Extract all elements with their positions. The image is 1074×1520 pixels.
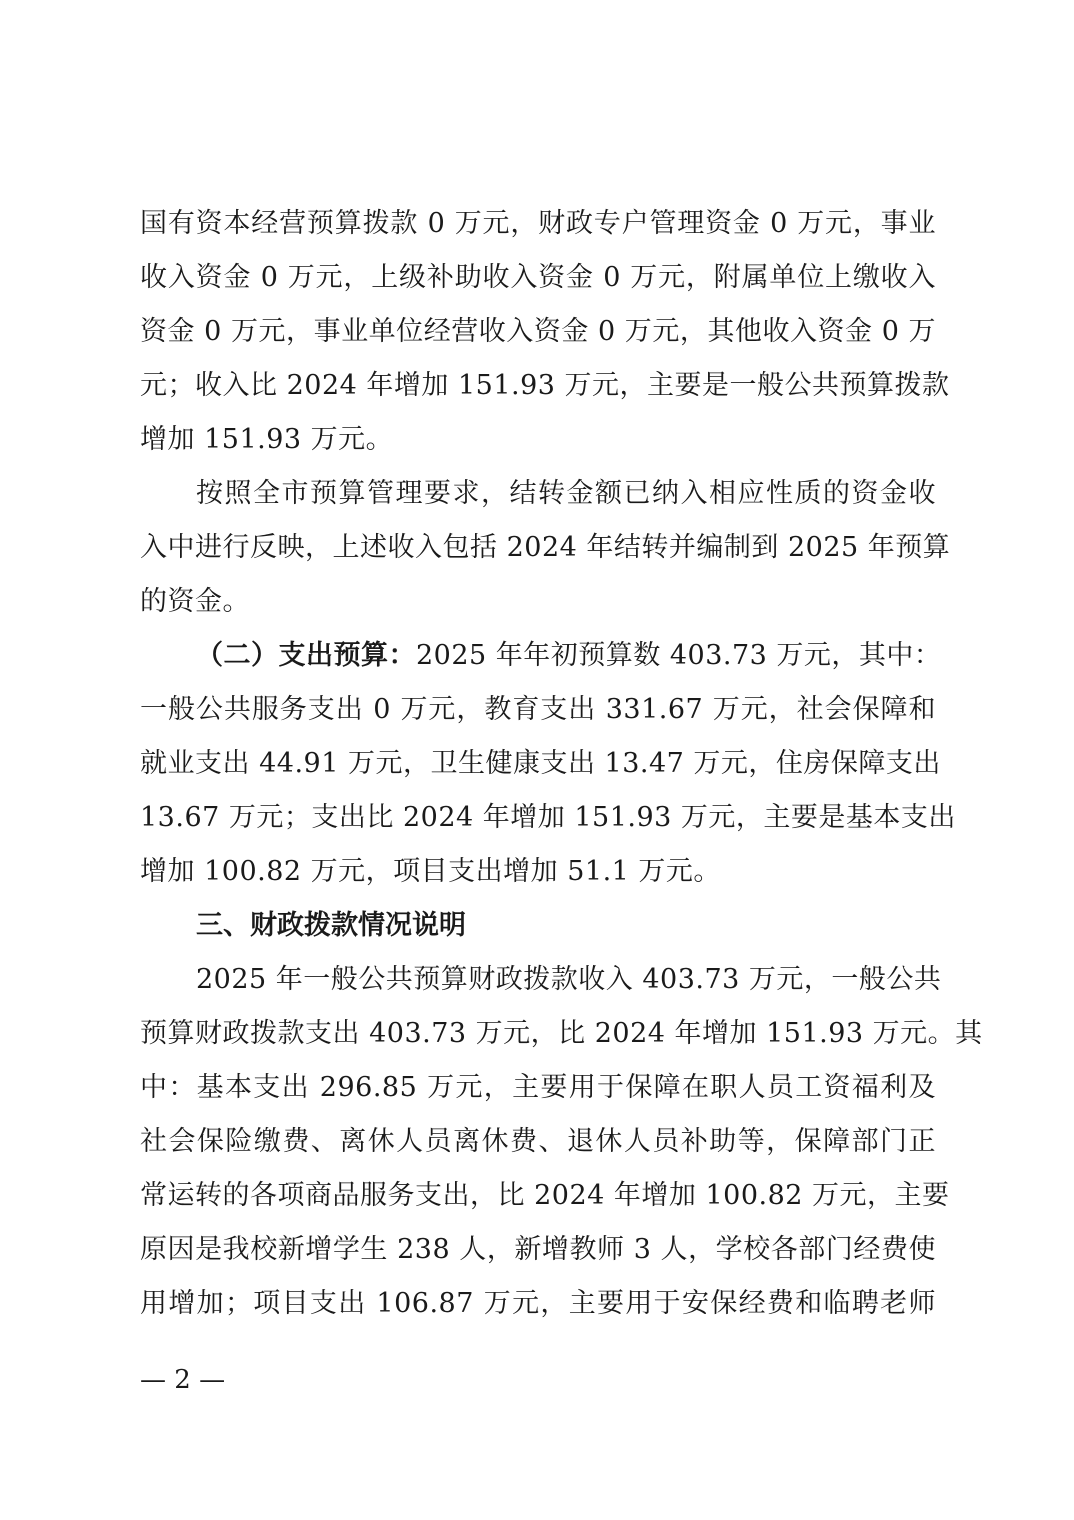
paragraph-line: 国有资本经营预算拨款 0 万元，财政专户管理资金 0 万元，事业: [140, 208, 936, 239]
paragraph-line-with-subheading: [196, 636, 942, 676]
paragraph-line: 用增加；项目支出 106.87 万元，主要用于安保经费和临聘老师: [140, 1288, 936, 1319]
paragraph-line: 按照全市预算管理要求，结转金额已纳入相应性质的资金收: [196, 478, 936, 509]
paragraph-line: 预算财政拨款支出 403.73 万元，比 2024 年增加 151.93 万元。其: [140, 1018, 983, 1049]
subheading-expenditure-budget: （二）支出预算：: [196, 640, 416, 671]
paragraph-line: 2025 年一般公共预算财政拨款收入 403.73 万元，一般公共: [196, 964, 942, 995]
paragraph-line: 元；收入比 2024 年增加 151.93 万元，主要是一般公共预算拨款: [140, 370, 950, 401]
paragraph-line: 常运转的各项商品服务支出，比 2024 年增加 100.82 万元，主要: [140, 1180, 950, 1211]
paragraph-line: 收入资金 0 万元，上级补助收入资金 0 万元，附属单位上缴收入: [140, 262, 936, 293]
paragraph-line: 资金 0 万元，事业单位经营收入资金 0 万元，其他收入资金 0 万: [140, 316, 936, 347]
paragraph-line: 的资金。: [140, 586, 250, 617]
paragraph-line: 原因是我校新增学生 238 人，新增教师 3 人，学校各部门经费使: [140, 1234, 936, 1265]
paragraph-line: 就业支出 44.91 万元，卫生健康支出 13.47 万元，住房保障支出: [140, 748, 941, 779]
paragraph-line: 增加 151.93 万元。: [140, 424, 394, 455]
paragraph-line: 增加 100.82 万元，项目支出增加 51.1 万元。: [140, 856, 721, 887]
paragraph-line: 一般公共服务支出 0 万元，教育支出 331.67 万元，社会保障和: [140, 694, 936, 725]
section-heading: 三、财政拨款情况说明: [196, 910, 466, 941]
subheading-text: 2025 年年初预算数 403.73 万元，其中：: [416, 640, 942, 671]
paragraph-line: 13.67 万元；支出比 2024 年增加 151.93 万元，主要是基本支出: [140, 802, 956, 833]
paragraph-line: 入中进行反映，上述收入包括 2024 年结转并编制到 2025 年预算: [140, 532, 951, 563]
paragraph-line: 社会保险缴费、离休人员离休费、退休人员补助等，保障部门正: [140, 1126, 936, 1157]
paragraph-line: 中：基本支出 296.85 万元，主要用于保障在职人员工资福利及: [140, 1072, 936, 1103]
page-number: — 2 —: [140, 1365, 226, 1395]
